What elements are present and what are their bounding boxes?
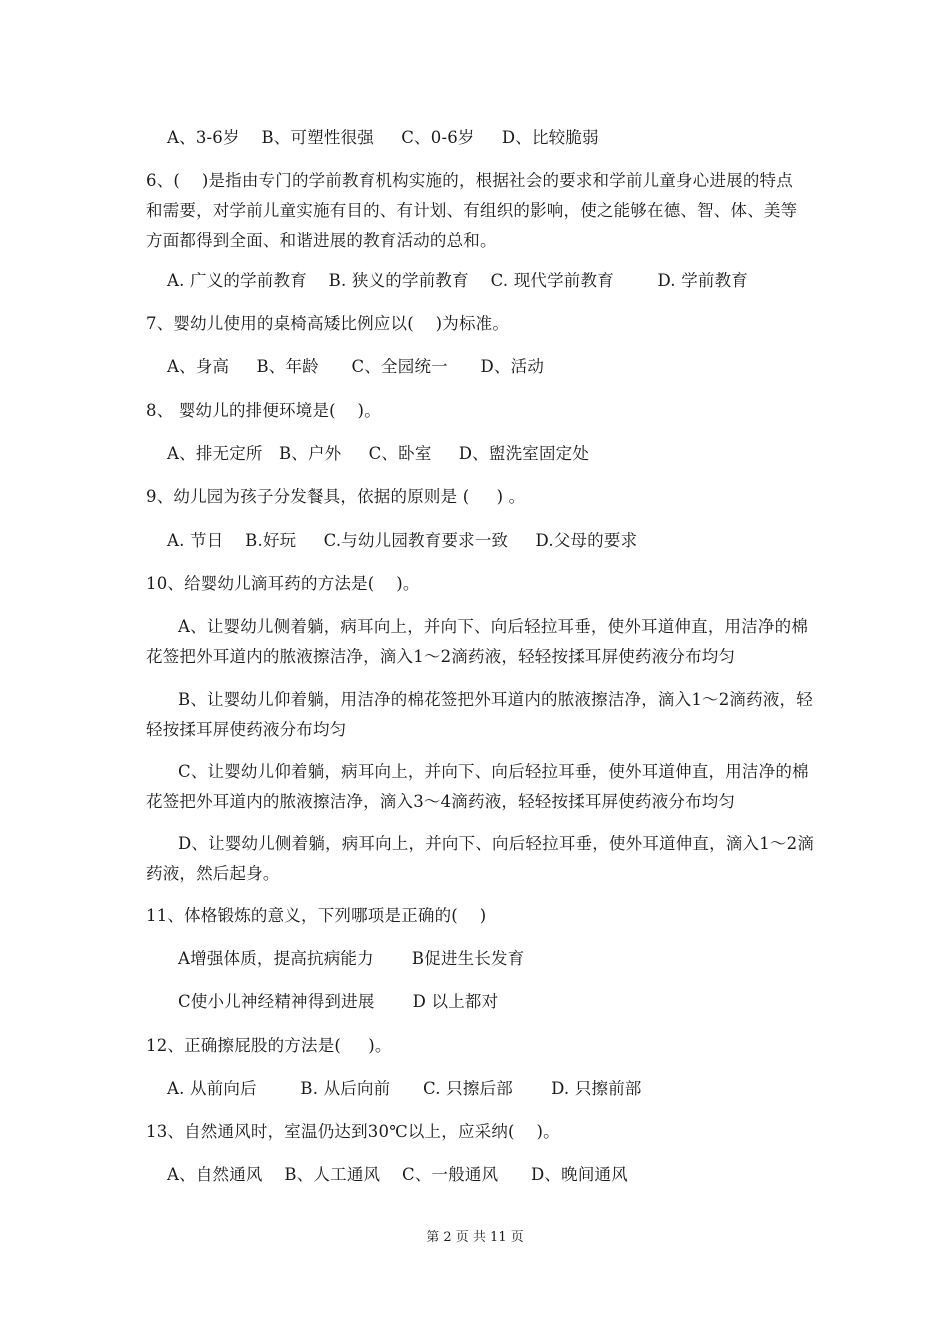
q10-option-c-line1: C、让婴幼儿仰着躺，病耳向上，并向下、向后轻拉耳垂，使外耳道伸直，用洁净的棉	[178, 762, 809, 781]
q10-option-d-line1: D、让婴幼儿侧着躺，病耳向上，并向下、向后轻拉耳垂，使外耳道伸直，滴入1～2滴	[178, 834, 815, 853]
q12-options: A. 从前向后 B. 从后向前 C. 只擦后部 D. 只擦前部	[167, 1079, 642, 1098]
q11-options-ab: A增强体质，提高抗病能力 B促进生长发育	[178, 949, 525, 968]
q6-stem-line1: 6、( )是指由专门的学前教育机构实施的，根据社会的要求和学前儿童身心进展的特点	[146, 171, 793, 190]
q9-options: A. 节日 B.好玩 C.与幼儿园教育要求一致 D.父母的要求	[167, 531, 638, 550]
q10-stem: 10、给婴幼儿滴耳药的方法是( )。	[146, 574, 420, 593]
q13-options: A、自然通风 B、人工通风 C、一般通风 D、晚间通风	[167, 1165, 628, 1184]
q7-stem: 7、婴幼儿使用的桌椅高矮比例应以( )为标准。	[146, 314, 510, 333]
q8-options: A、排无定所 B、户外 C、卧室 D、盥洗室固定处	[167, 444, 590, 463]
q7-options: A、身高 B、年龄 C、全园统一 D、活动	[167, 357, 545, 376]
q6-stem-line3: 方面都得到全面、和谐进展的教育活动的总和。	[146, 231, 497, 250]
q6-options: A. 广义的学前教育 B. 狭义的学前教育 C. 现代学前教育 D. 学前教育	[167, 271, 748, 290]
q10-option-a-line2: 花签把外耳道内的脓液擦洁净，滴入1～2滴药液，轻轻按揉耳屏使药液分布均匀	[146, 647, 736, 666]
q11-options-cd: C使小儿神经精神得到进展 D 以上都对	[178, 992, 499, 1011]
q11-stem: 11、体格锻炼的意义，下列哪项是正确的( )	[146, 906, 487, 925]
q13-stem: 13、自然通风时，室温仍达到30℃以上，应采纳( )。	[146, 1122, 560, 1141]
q10-option-b-line2: 轻按揉耳屏使药液分布均匀	[146, 720, 347, 739]
q10-option-b-line1: B、让婴幼儿仰着躺，用洁净的棉花签把外耳道内的脓液擦洁净，滴入1～2滴药液，轻	[178, 690, 813, 709]
q8-stem: 8、 婴幼儿的排便环境是( )。	[146, 401, 381, 420]
q10-option-a-line1: A、让婴幼儿侧着躺，病耳向上，并向下、向后轻拉耳垂，使外耳道伸直，用洁净的棉	[178, 617, 809, 636]
q12-stem: 12、正确擦屁股的方法是( )。	[146, 1036, 392, 1055]
q10-option-c-line2: 花签把外耳道内的脓液擦洁净，滴入3～4滴药液，轻轻按揉耳屏使药液分布均匀	[146, 792, 736, 811]
q9-stem: 9、幼儿园为孩子分发餐具，依据的原则是 ( ) 。	[146, 487, 526, 506]
q5-options: A、3-6岁 B、可塑性很强 C、0-6岁 D、比较脆弱	[167, 128, 599, 147]
q6-stem-line2: 和需要，对学前儿童实施有目的、有计划、有组织的影响，使之能够在德、智、体、美等	[146, 201, 798, 220]
q10-option-d-line2: 药液，然后起身。	[146, 864, 280, 883]
page-footer: 第 2 页 共 11 页	[426, 1230, 524, 1245]
